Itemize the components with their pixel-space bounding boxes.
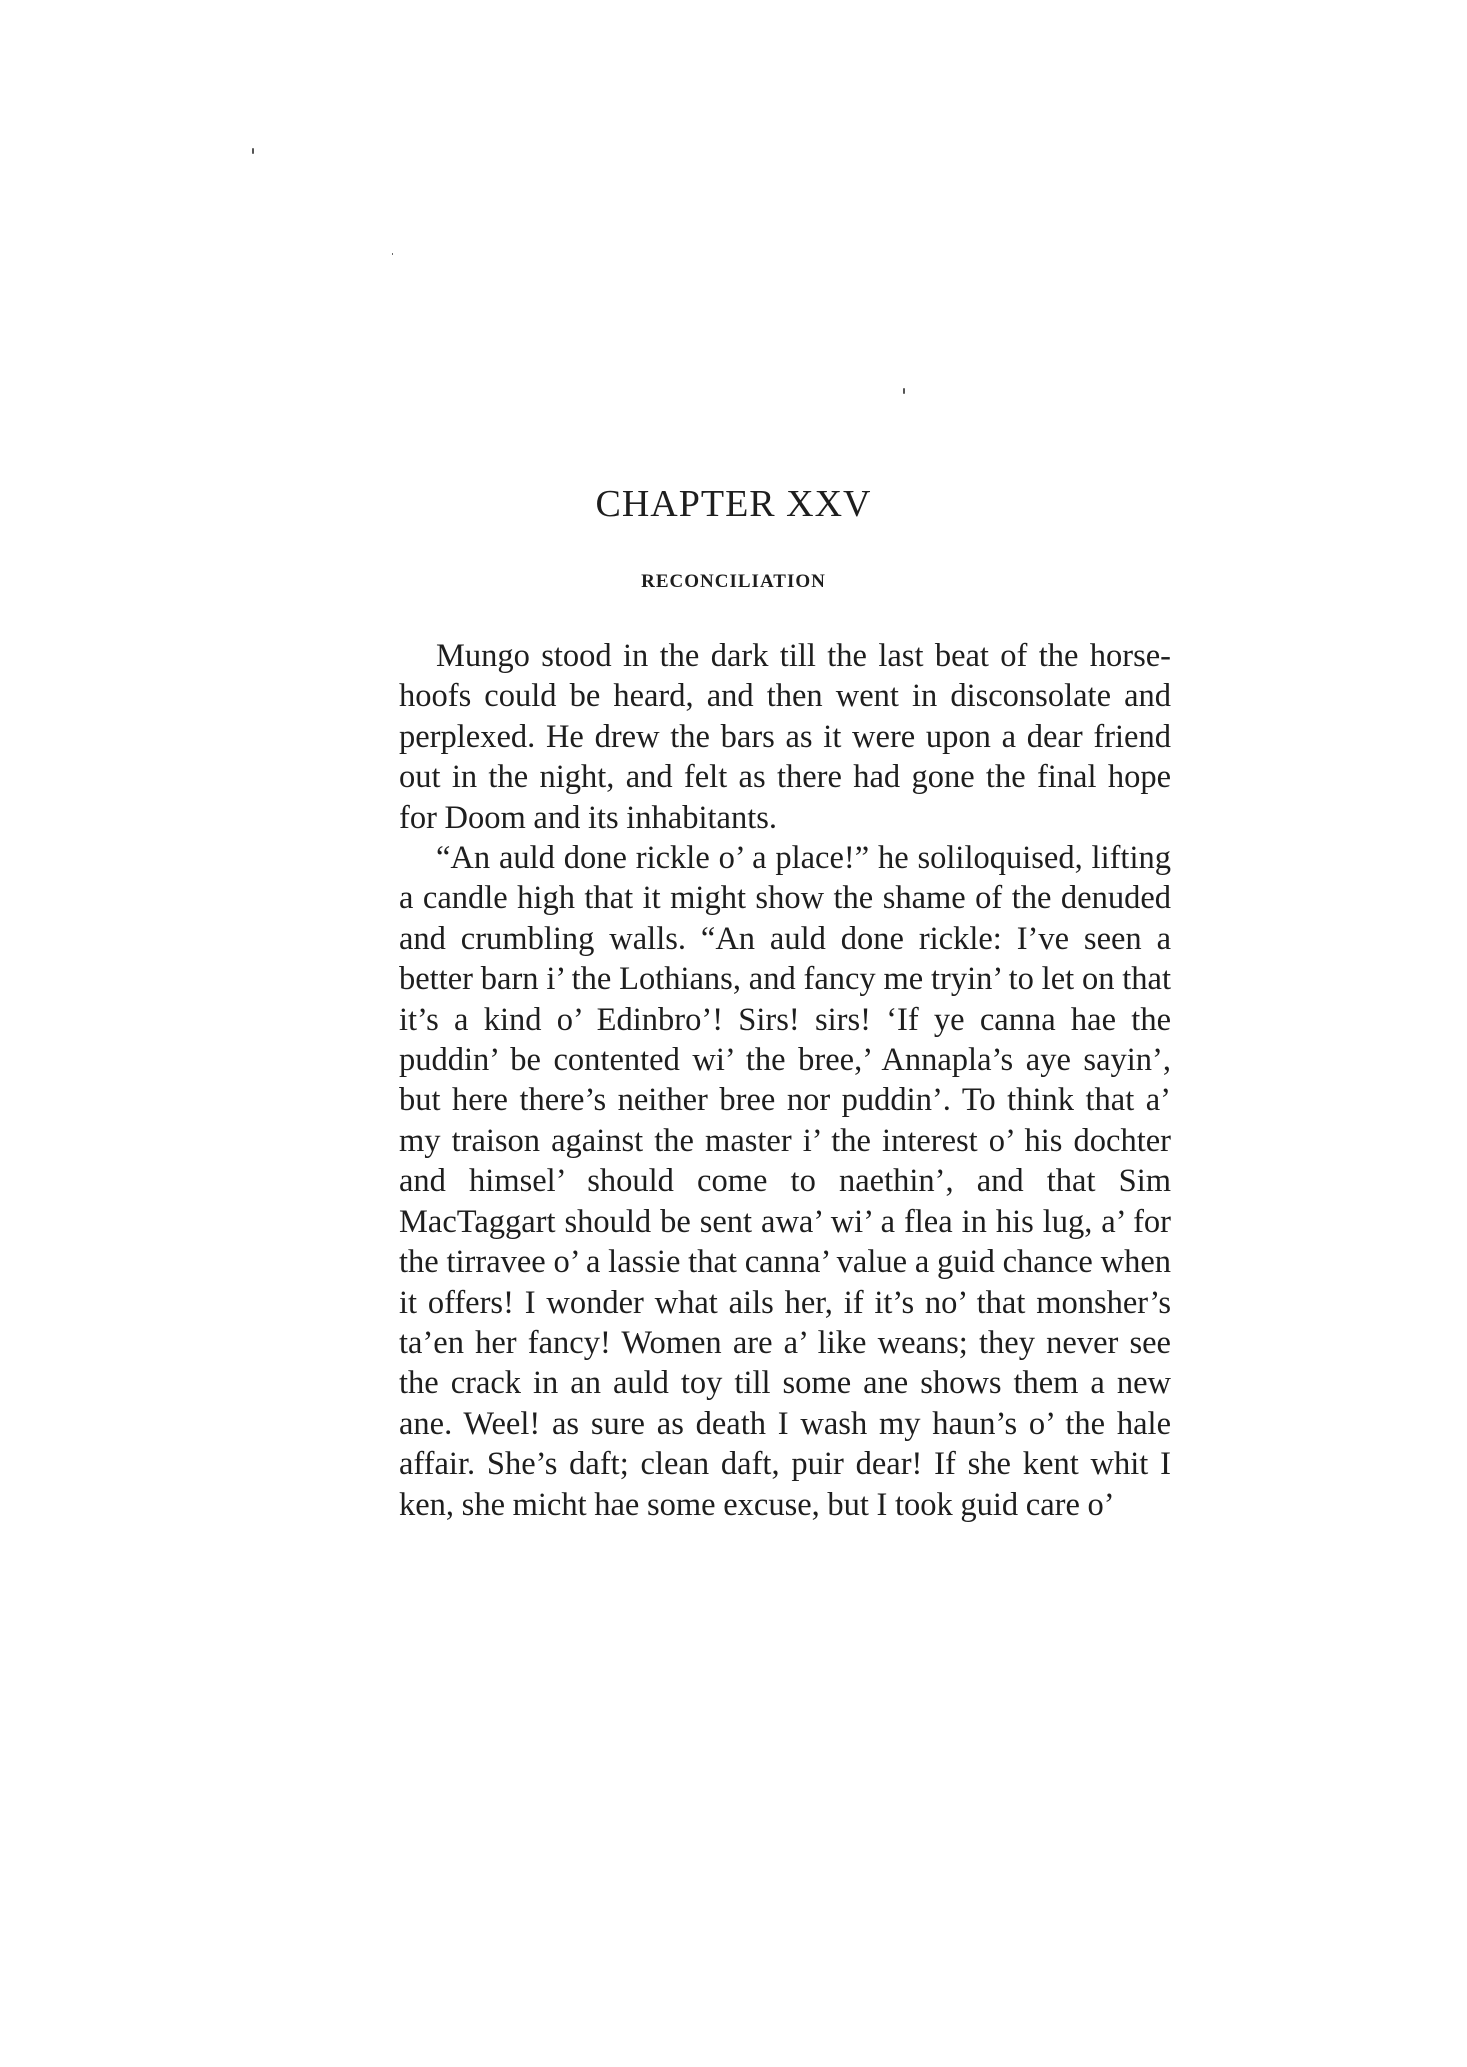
paragraph: Mungo stood in the dark till the last beat of the horse-hoofs could be heard, and then went in disconsolate and perplexed. He drew the bars as it were upon a dear friend out in the night, and felt as there had gone the final hope for Doom and its inhabitants. [399, 638, 1171, 836]
chapter-body [399, 636, 1171, 1525]
scan-speck [903, 388, 905, 394]
scan-speck [252, 148, 254, 154]
chapter-title: CHAPTER XXV [595, 483, 872, 525]
paragraph: “An auld done rickle o’ a place!” he soliloquised, lifting a candle high that it might show the shame of the denuded and crumbling walls. “An auld done rickle: I’ve seen a better barn i’ the Lothians, and fancy me tryin’ to let on that it’s a kind o’ Edinbro’! Sirs! sirs! ‘If ye canna hae the puddin’ be contented wi’ the bree,’ Annapla’s aye sayin’, but here there’s neither bree nor puddin’. To think that a’ my traison against the master i’ the interest o’ his dochter and himsel’ should come to naethin’, and that Sim MacTaggart should be sent awa’ wi’ a flea in his lug, a’ for the tirravee o’ a lassie that canna’ value a guid chance when it offers! I wonder what ails her, if it’s no’ that monsher’s ta’en her fancy! Women are a’ like weans; they never see the crack in an auld toy till some ane shows them a new ane. Weel! as sure as death I wash my haun’s o’ the hale affair. She’s daft; clean daft, puir dear! If she kent whit I ken, she micht hae some excuse, but I took guid care o’ [399, 840, 1171, 1523]
chapter-subtitle: RECONCILIATION [641, 571, 826, 592]
scan-speck [392, 253, 393, 255]
